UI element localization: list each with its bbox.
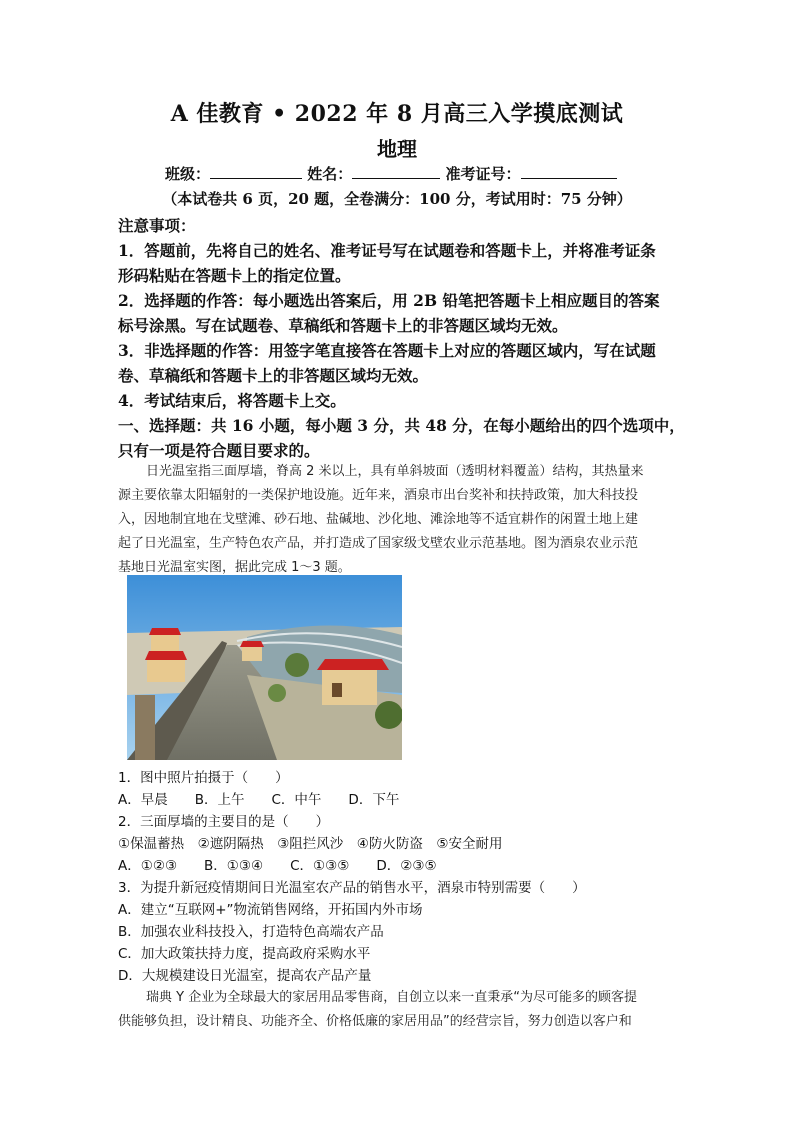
question-3: 3．为提升新冠疫情期间日光温室农产品的销售水平，酒泉市特别需要（ ）	[118, 880, 586, 896]
passage-line: 供能够负担，设计精良、功能齐全、价格低廉的家居用品”的经营宗旨，努力创造以客户和	[118, 1014, 632, 1029]
exam-title: A 佳教育 • 2022 年 8 月高三入学摸底测试	[170, 101, 624, 127]
note-line: 4．考试结束后，将答题卡上交。	[118, 391, 346, 410]
section-heading-cont: 只有一项是符合题目要求的。	[118, 441, 320, 460]
greenhouse-photo	[127, 575, 402, 760]
class-blank[interactable]	[210, 164, 302, 179]
question-3-option-c: C．加大政策扶持力度，提高政府采购水平	[118, 946, 371, 962]
question-3-option-b: B．加强农业科技投入，打造特色高端农产品	[118, 924, 384, 940]
note-line: 卷、草稿纸和答题卡上的非答题区域均无效。	[118, 366, 429, 385]
question-3-option-a: A．建立“互联网+”物流销售网络，开拓国内外市场	[118, 902, 423, 918]
question-1: 1．图中照片拍摄于（ ）	[118, 770, 289, 786]
passage-1	[118, 460, 684, 580]
class-label: 班级：	[165, 165, 211, 183]
subject-title: 地理	[377, 137, 417, 161]
note-line: 形码粘贴在答题卡上的指定位置。	[118, 266, 351, 285]
note-line: 2．选择题的作答：每小题选出答案后，用 2B 铅笔把答题卡上相应题目的答案	[118, 291, 660, 310]
id-label: 准考证号：	[445, 165, 521, 183]
passage-line: 入，因地制宜地在戈壁滩、砂石地、盐碱地、沙化地、滩涂地等不适宜耕作的闲置土地上建	[118, 512, 639, 527]
exam-info: （本试卷共 6 页，20 题，全卷满分：100 分，考试用时：75 分钟）	[162, 190, 632, 208]
passage-line: 日光温室指三面厚墙，脊高 2 米以上，具有单斜坡面（透明材料覆盖）结构，其热量来	[146, 464, 644, 479]
passage-2	[118, 986, 684, 1034]
passage-line: 源主要依靠太阳辐射的一类保护地设施。近年来，酒泉市出台奖补和扶持政策，加大科技投	[118, 488, 639, 503]
passage-line: 瑞典 Y 企业为全球最大的家居用品零售商，自创立以来一直秉承“为尽可能多的顾客提	[146, 990, 637, 1005]
name-label: 姓名：	[307, 165, 353, 183]
note-line: 3．非选择题的作答：用签字笔直接答在答题卡上对应的答题区域内，写在试题	[118, 341, 656, 360]
greenhouse-illustration	[127, 575, 402, 760]
question-1-options: A．早晨 B．上午 C．中午 D．下午	[118, 792, 400, 808]
passage-line: 起了日光温室，生产特色农产品，并打造成了国家级戈壁农业示范基地。图为酒泉农业示范	[118, 536, 639, 551]
note-line: 标号涂黑。写在试题卷、草稿纸和答题卡上的非答题区域均无效。	[118, 316, 568, 335]
name-blank[interactable]	[352, 164, 440, 179]
student-fields	[165, 163, 617, 184]
question-2-options: A．①②③ B．①③④ C．①③⑤ D．②③⑤	[118, 858, 437, 874]
question-2-items: ①保温蓄热 ②遮阴隔热 ③阻拦风沙 ④防火防盗 ⑤安全耐用	[118, 836, 503, 852]
id-blank[interactable]	[521, 164, 617, 179]
notes-heading: 注意事项：	[118, 216, 196, 235]
question-3-option-d: D．大规模建设日光温室，提高农产品产量	[118, 968, 372, 984]
question-2: 2．三面厚墙的主要目的是（ ）	[118, 814, 330, 830]
note-line: 1．答题前，先将自己的姓名、准考证号写在试题卷和答题卡上，并将准考证条	[118, 241, 656, 260]
passage-line: 基地日光温室实图，据此完成 1～3 题。	[118, 560, 351, 575]
section-heading: 一、选择题：共 16 小题，每小题 3 分，共 48 分，在每小题给出的四个选项中，	[118, 416, 685, 435]
